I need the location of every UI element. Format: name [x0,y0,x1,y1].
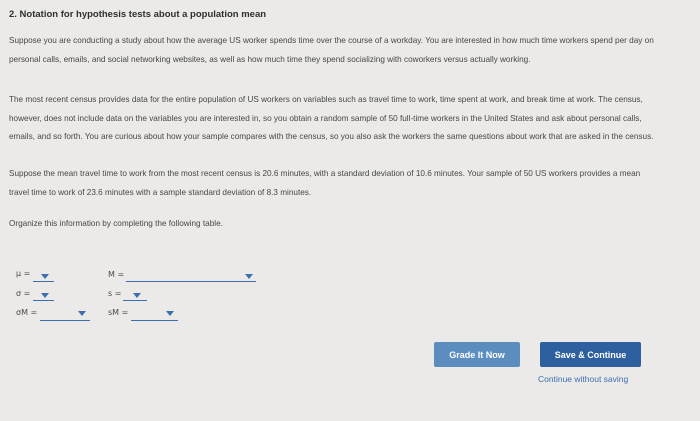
continue-without-saving-link[interactable]: Continue without saving [538,374,629,384]
chevron-down-icon[interactable] [133,293,141,298]
sigma-m-label: σM = [16,308,38,317]
s-dropdown-line[interactable] [123,300,147,301]
chevron-down-icon[interactable] [245,274,253,279]
paragraph-census: The most recent census provides data for the entire population of US workers on variables such as travel time to work, time spent at work, and break time at work. The census, however, does not include data on the variables you are interested in, so you obtain a random sample of 50 full-time workers in the United States and ask about personal calls, emails, and so forth. You are curious about how your sample compares with the census, so you also ask the workers the same questions about work that are asked in the census. [9,95,654,141]
chevron-down-icon[interactable] [41,293,49,298]
sigma-label: σ = [16,289,31,298]
sigma-dropdown-line[interactable] [33,300,54,301]
paragraph-instruction: Organize this information by completing the following table. [9,219,223,228]
paragraph-travel-time: Suppose the mean travel time to work from the most recent census is 20.6 minutes, with a standard deviation of 10.6 minutes. Your sample of 50 US workers provides a mean travel time to work of 23.6 minutes with a sample standard deviation of 8.3 minutes. [9,169,641,197]
question-title: 2. Notation for hypothesis tests about a population mean [9,9,267,20]
m-dropdown-line[interactable] [126,281,256,282]
chevron-down-icon[interactable] [41,274,49,279]
s-label: s = [108,289,122,298]
sm-label: sM = [108,308,129,317]
sm-dropdown-line[interactable] [131,320,178,321]
mu-dropdown-line[interactable] [33,281,54,282]
mu-label: μ = [16,269,31,278]
chevron-down-icon[interactable] [166,311,174,316]
m-label: M = [108,270,125,279]
save-and-continue-button[interactable]: Save & Continue [540,342,641,367]
sigma-m-dropdown-line[interactable] [40,320,90,321]
grade-it-now-button[interactable]: Grade It Now [434,342,520,367]
paragraph-study: Suppose you are conducting a study about how the average US worker spends time over the course of a workday. You are interested in how much time workers spend per day on personal calls, emails, and social networking websites, as well as how much time they spend socializing with coworkers versus actually working. [9,36,654,64]
chevron-down-icon[interactable] [78,311,86,316]
